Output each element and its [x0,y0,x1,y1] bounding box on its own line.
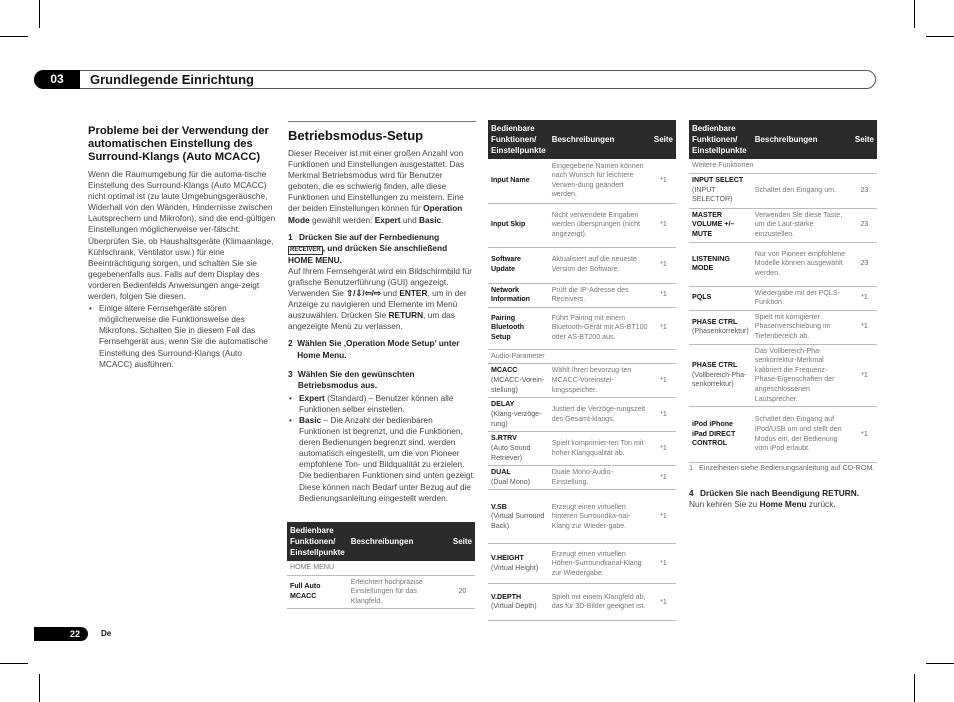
function-subtitle: (Virtual Height) [491,563,539,572]
function-table-home-menu [287,522,475,609]
col-header-page: Seite [651,120,676,159]
function-subtitle: (Phasenkorrektur) [692,327,749,336]
table-row [689,242,877,286]
page-ref: *1 [651,544,676,584]
page-ref: *1 [852,310,877,344]
table-row [488,307,676,349]
step-1: 1 Drücken Sie auf der Fernbedienung RECEIVER , und drücken Sie anschließend HOME MENU. [288,231,448,265]
crop-mark [926,36,954,37]
table-row [488,247,676,283]
step-3: 3 Wählen Sie den gewünschten Betriebsmodus aus. [288,368,415,390]
function-name: INPUT SELECT (INPUT SELECTOR) [689,173,752,208]
function-name: Input Name [488,159,549,203]
page-ref: *1 [852,344,877,407]
function-name: LISTENING MODE [689,242,752,286]
function-name: iPod iPhone iPad DIRECT CONTROL [689,407,752,463]
function-name: V.SB (Virtual Surround Back) [488,490,549,544]
function-description: Nur von Pioneer empfohlene Modelle können ausgewählt werden. [752,242,852,286]
table-row [488,364,676,398]
table-row [488,584,676,621]
function-description: Nicht verwendete Eingaben werden übersprungen (nicht angezeigt). [549,203,651,247]
operation-mode-intro: Dieser Receiver ist mit einer großen Anzahl von Funktionen und Einstellungen ausgestattet. Das Merkmal Betriebsmodus wird für Benutzer geboten, die es schwierig finden, alle diese Funktionen und Einstellungen zu meistern. Eine der beiden Einstellungen können für Operation Mode gewählt werden: Expert und Basic. [288,148,465,225]
table-row [488,283,676,307]
page-language: De [101,629,112,638]
page-ref: 20 [450,575,475,609]
step-2: 2 Wählen Sie ‚Operation Mode Setup’ unter Home Menu. [288,338,460,360]
receiver-button-icon: RECEIVER [290,246,321,253]
bullet-expert: • Expert (Standard) – Benutzer können alle Funktionen selber einstellen. [288,393,476,415]
function-description: Eingegebene Namen können nach Wunsch für leichtere Verwen-dung geändert werden. [549,159,651,203]
table-row [488,203,676,247]
function-description: Wiedergabe mit der PQLS-Funktion. [752,286,852,310]
group-label: Weitere Funktionen [689,159,877,173]
function-name: V.DEPTH (Virtual Depth) [488,584,549,621]
table-row [689,173,877,208]
crop-mark [39,674,40,702]
mcacc-body: Wenn die Raumumgebung für die automa-tische Einstellung des Surround-Klangs (Auto MCACC) nicht optimal ist (zu laute Umgebungsgeräusche, Widerhall von den Wänden, Hindernisse zwischen Lautsprechern und Mikrofon), sind die end-gültigen Einstellungen möglicherweise ver-fälscht. Überprüfen Sie, ob Haushaltsgeräte (Klimaanlage, Kühlschrank, Ventilator usw.) für eine Beeinträchtigung sorgen, und schalten Sie sie gegebenenfalls aus. Falls auf dem Display des vorderen Bedienfelds Anweisungen ange-zeigt werden, folgen Sie diesen. [88,169,276,302]
crop-mark [926,663,954,664]
col-header-function: Bedienbare Funktionen/ Einstellpunkte [689,120,752,159]
page-ref: 23 [852,242,877,286]
function-description: Das Vollbereich-Pha-senkorrektur-Merkmal kalibriert die Frequenz-Phase-Eigenschaften der angeschlossenen Lautsprecher. [752,344,852,407]
page-ref: *1 [852,407,877,463]
table-row [488,159,676,203]
function-description: Duale Mono-Audio-Einstellung. [549,466,651,490]
page-ref: *1 [651,584,676,621]
function-name: PQLS [689,286,752,310]
section-title-mcacc: Probleme bei der Verwendung der automatischen Einstellung des Surround-Klangs (Auto MCACC) [88,125,269,163]
table-row [689,407,877,463]
function-description: Erleichtert hochpräzise Einstellungen für das Klangfeld. [348,575,450,609]
function-subtitle: (Dual Mono) [491,477,531,486]
function-subtitle: (Auto Sound Retriever) [491,443,531,462]
page-ref: *1 [651,283,676,307]
function-subtitle: (MCACC-Vorein-stellung) [491,375,545,394]
page-ref: 23 [852,208,877,242]
function-description: Wählt Ihren bevorzug-ten MCACC-Voreinstel-lungsspeicher. [549,364,651,398]
crop-mark [914,674,915,702]
arrow-keys-icon: ⇧/⇩/⇦/⇨ [346,288,381,299]
table-row [488,466,676,490]
table-row [488,490,676,544]
crop-mark [0,36,28,37]
page-ref: *1 [651,203,676,247]
function-name: S.RTRV (Auto Sound Retriever) [488,432,549,466]
table-row [488,398,676,432]
function-name: PHASE CTRL (Vollbereich-Pha-senkorrektur) [689,344,752,407]
col-header-function: Bedienbare Funktionen/ Einstellpunkte [287,522,348,561]
table-row [689,310,877,344]
table-row [689,286,877,310]
function-description: Erzeugt einen virtuellen hinteren Surroundka-nal-Klang zur Wieder-gabe. [549,490,651,544]
table-row [287,575,475,609]
function-description: Schaltet den Eingang um. [752,173,852,208]
page-ref: *1 [651,490,676,544]
step-4: 4 Drücken Sie nach Beendigung RETURN. Nun kehren Sie zu Home Menu zurück. [689,488,860,509]
table-row [689,344,877,407]
table-row [689,208,877,242]
crop-mark [0,663,28,664]
page-ref: *1 [651,159,676,203]
function-name: DUAL (Dual Mono) [488,466,549,490]
group-label: HOME MENU [287,561,475,575]
function-description: Spielt mit korrigierter Phasenverschiebung im Tiefenbereich ab. [752,310,852,344]
function-name: Pairing Bluetooth Setup [488,307,549,349]
section-rule [288,121,476,122]
page-ref: *1 [651,466,676,490]
function-name: MCACC (MCACC-Vorein-stellung) [488,364,549,398]
function-name: PHASE CTRL (Phasenkorrektur) [689,310,752,344]
function-name: DELAY (Klang-verzöge-rung) [488,398,549,432]
function-description: Erzeugt einen virtuellen Höhen-Surroundkanal-Klang zur Wiedergabe. [549,544,651,584]
page-number: 22 [34,627,88,641]
function-name: Software Update [488,247,549,283]
function-description: Spielt komprimier-ten Ton mit hoher Klangqualität ab. [549,432,651,466]
section-title-operation-mode: Betriebsmodus-Setup [288,128,424,143]
col-header-description: Beschreibungen [348,522,450,561]
crop-mark [39,0,40,28]
function-table-setup [488,120,676,621]
page-ref: *1 [651,247,676,283]
col-header-description: Beschreibungen [549,120,651,159]
function-description: Aktualisiert auf die neueste Version der Software. [549,247,651,283]
table-row [488,544,676,584]
mcacc-bullet: • Einige ältere Fernsehgeräte stören möglicherweise die Funktionsweise des Mikrofons. Schalten Sie in diesem Fall das Fernsehgerät aus, wenn Sie die automatische Einstellung des Surround-Klangs (Auto MCACC) ausführen. [88,303,276,370]
function-description: Schaltet den Eingang auf iPod/USB um und stellt den Modus ein, der Bedienung vom iPod erlaubt. [752,407,852,463]
page-ref: *1 [651,398,676,432]
chapter-title: Grundlegende Einrichtung [90,72,254,87]
function-description: Prüft die IP-Adresse des Receivers. [549,283,651,307]
bullet-basic: • Basic – Die Anzahl der bedienbaren Funktionen ist begrenzt, und die Funktionen, deren Bedienungen begrenzt sind, werden automatisch eingestellt, um die von Pioneer empfohlene Ton- und Bildqualität zu erzielen. Die bedienbaren Funktionen sind unten gezeigt. Diese können nach Bedarf unter Bezug auf die Bedienungsanleitung eingestellt werden. [288,415,476,504]
chapter-number: 03 [34,70,80,89]
function-name: Network Information [488,283,549,307]
function-subtitle: (Vollbereich-Pha-senkorrektur) [692,370,747,389]
function-name: Input Skip [488,203,549,247]
footnote: 1 Einzelheiten siehe Bedienungsanleitung auf CD-ROM. [689,463,875,472]
crop-mark [914,0,915,28]
function-subtitle: (Virtual Depth) [491,602,537,611]
middle-column [288,125,476,504]
page-ref: *1 [651,307,676,349]
function-name: Full Auto MCACC [287,575,348,609]
table-row [488,432,676,466]
function-subtitle: (Klang-verzöge-rung) [491,409,542,428]
group-label: Audio-Parameter [488,349,676,364]
function-subtitle: (INPUT SELECTOR) [692,185,733,204]
col-header-page: Seite [852,120,877,159]
function-subtitle: (Virtual Surround Back) [491,512,545,530]
col-header-description: Beschreibungen [752,120,852,159]
page-ref: 23 [852,173,877,208]
function-description: Verwenden Sie diese Taste, um die Laut-stärke einzustellen. [752,208,852,242]
function-name: MASTER VOLUME +/– MUTE [689,208,752,242]
col-header-page: Seite [450,522,475,561]
function-description: Justiert die Verzöge-rungszeit des Gesamt-klangs. [549,398,651,432]
page-ref: *1 [852,286,877,310]
function-table-other [689,120,877,463]
page-ref: *1 [651,364,676,398]
left-column [88,125,276,370]
step-1-body: Auf Ihrem Fernsehgerät wird ein Bildschirmbild für grafische Benutzerführung (GUI) angezeigt. Verwenden Sie ⇧/⇩/⇦/⇨ und ENTER, um in der Anzeige zu navigieren und Elemente im Menü auszuwählen. Drücken Sie RETURN, um das angezeigte Menü zu verlassen. [288,265,472,332]
col-header-function: Bedienbare Funktionen/ Einstellpunkte [488,120,549,159]
page-ref: *1 [651,432,676,466]
function-description: Führt Pairing mit einem Bluetooth-Gerät mit AS-BT100 oder AS-BT200 aus. [549,307,651,349]
function-description: Spielt mit einem Klangfeld ab, das für 3D-Bilder geeignet ist. [549,584,651,621]
function-name: V.HEIGHT (Virtual Height) [488,544,549,584]
